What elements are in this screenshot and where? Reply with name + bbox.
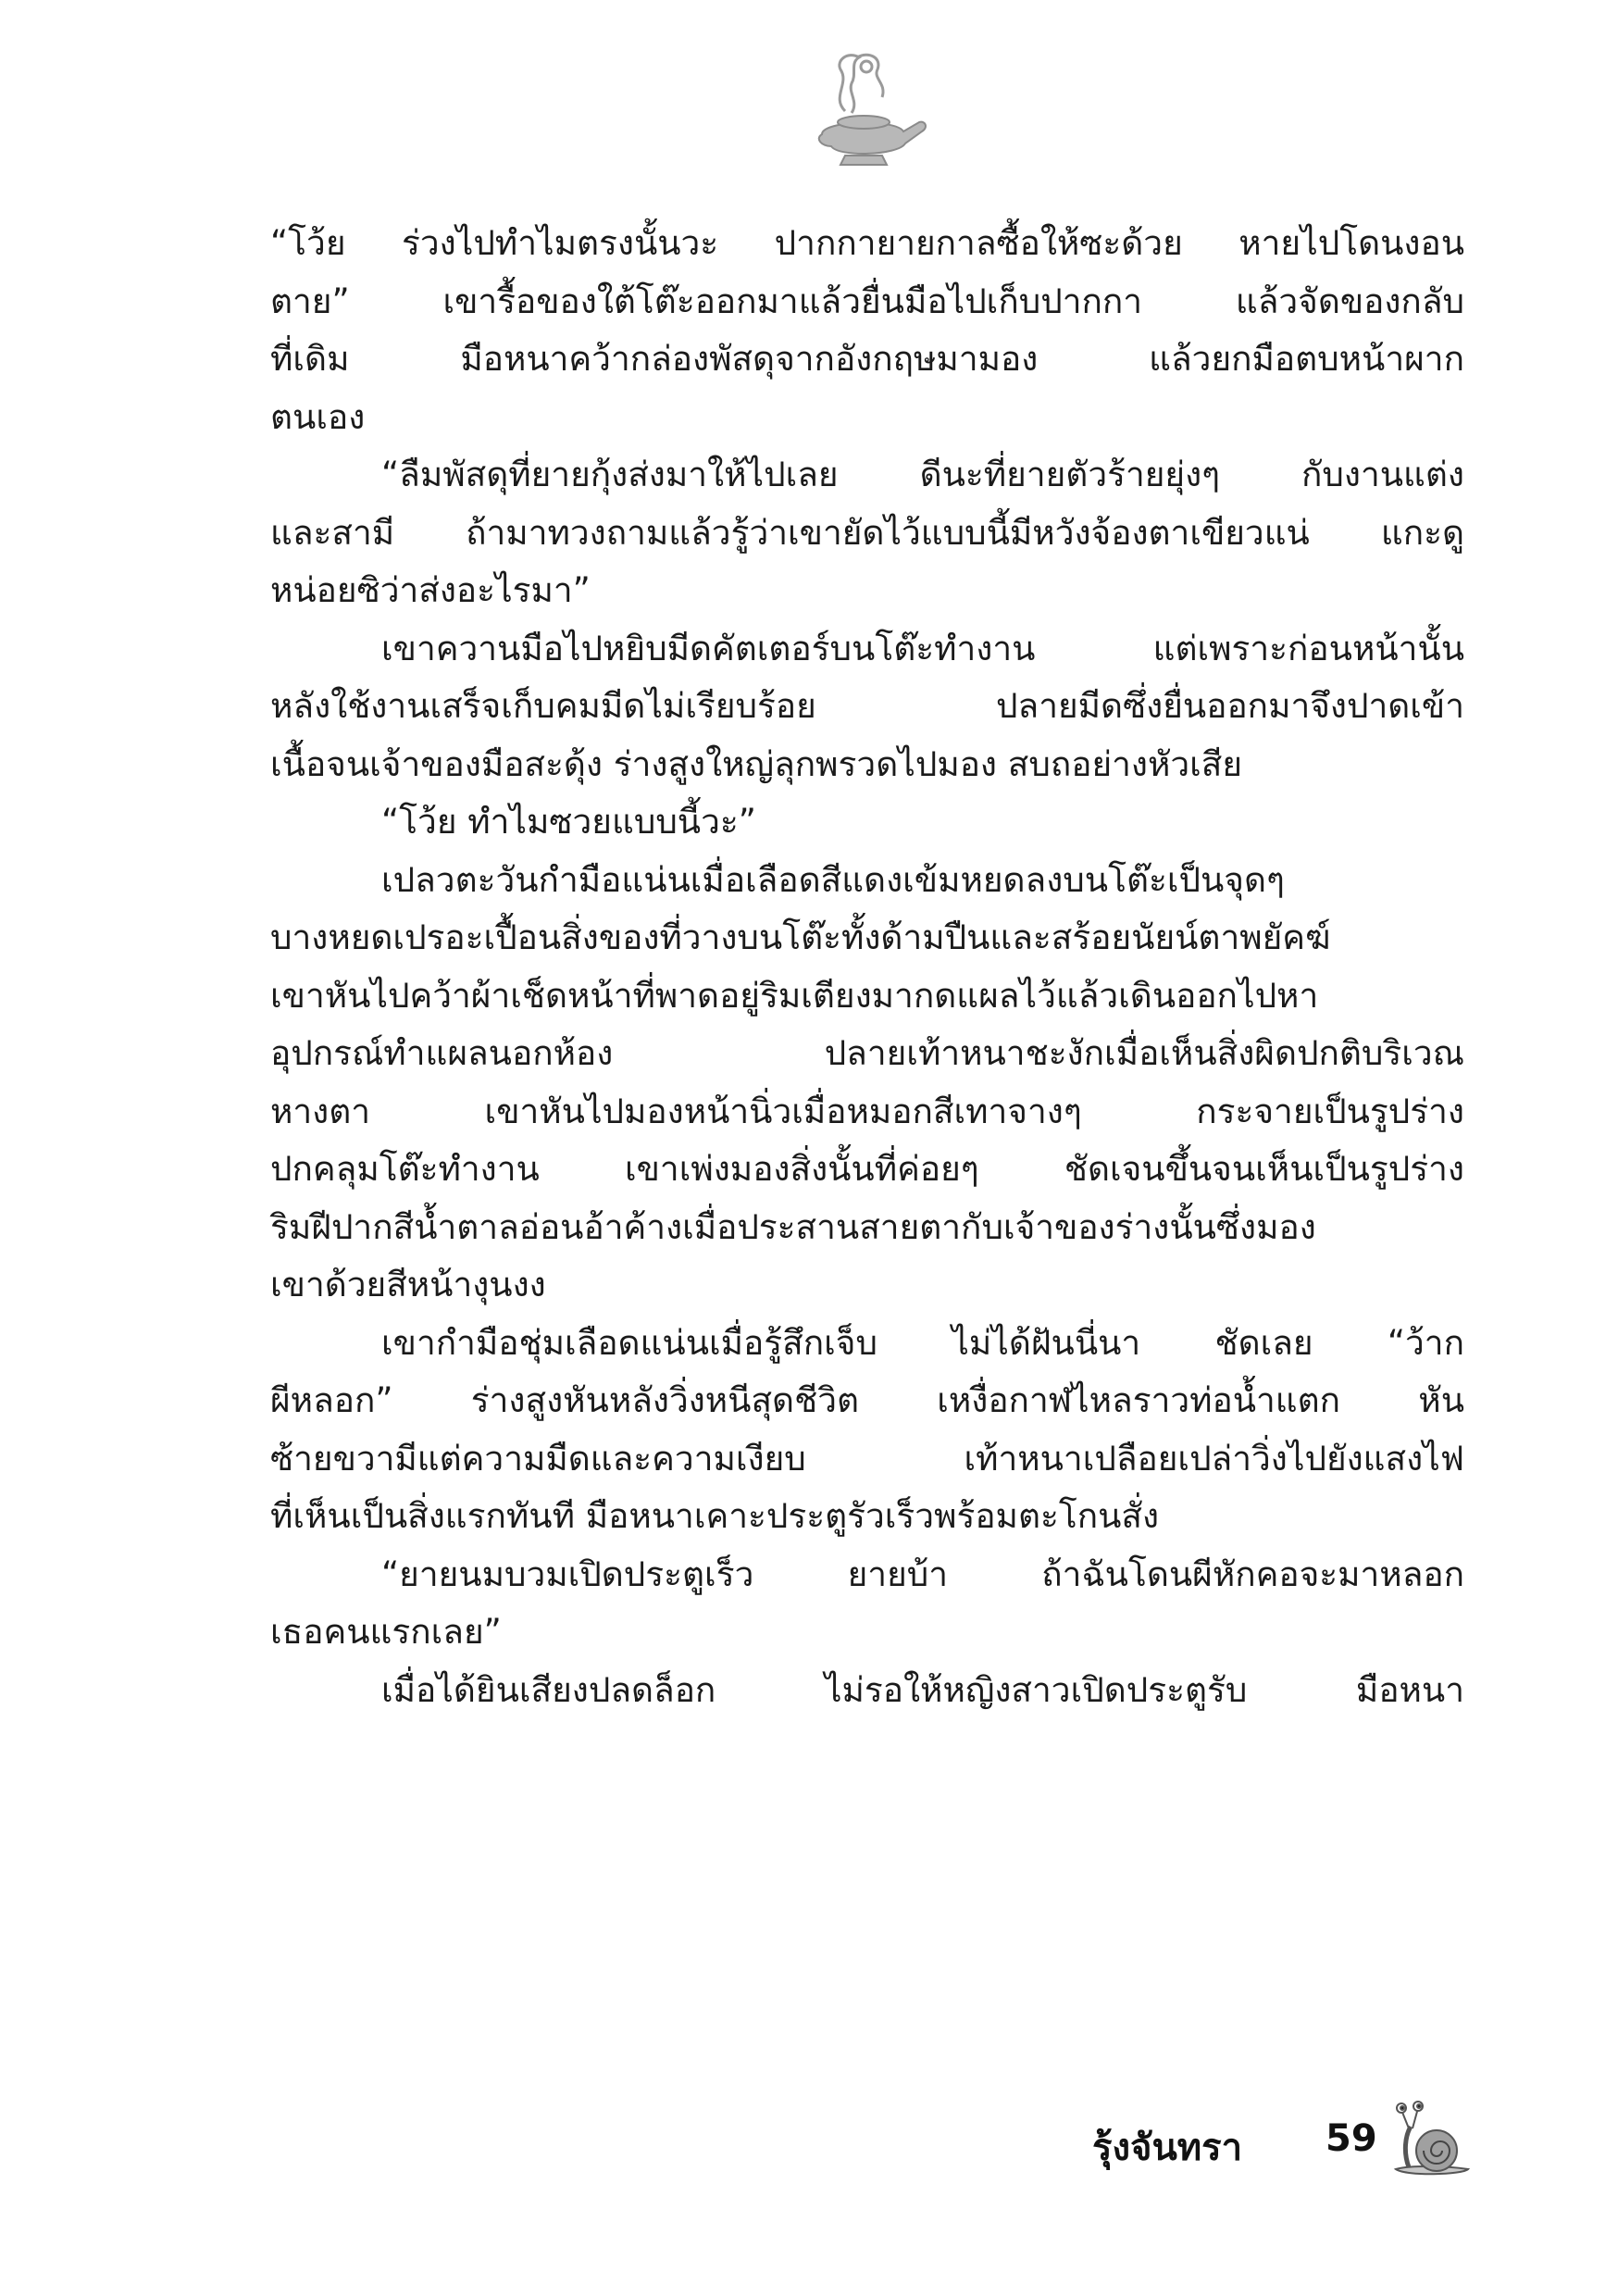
paragraph	[270, 1546, 1464, 1662]
paragraph	[270, 852, 1464, 1315]
text-line: “ลืมพัสดุที่ยายกุ้งส่งมาให้ไปเลย ดีนะที่ยายตัวร้ายยุ่งๆ กับงานแต่ง	[381, 455, 1464, 494]
text-line: หน่อยซิว่าส่งอะไรมา”	[270, 570, 591, 610]
page-number: 59	[1326, 2117, 1377, 2160]
text-line: เขาหันไปคว้าผ้าเช็ดหน้าที่พาดอยู่ริมเตียงมากดแผลไว้แล้วเดินออกไปหา	[270, 975, 1319, 1016]
text-line: เขาด้วยสีหน้างุนงง	[270, 1265, 546, 1304]
genie-lamp-icon	[794, 46, 933, 176]
paragraph	[270, 1662, 1464, 1720]
text-line: ที่เดิม มือหนาคว้ากล่องพัสดุจากอังกฤษมามอง แล้วยกมือตบหน้าผาก	[270, 339, 1464, 379]
snail-icon	[1388, 2097, 1472, 2180]
text-line: “ยายนมบวมเปิดประตูเร็ว ยายบ้า ถ้าฉันโดนผีหักคอจะมาหลอก	[381, 1554, 1464, 1594]
text-line: เขากำมือชุ่มเลือดแน่นเมื่อรู้สึกเจ็บ ไม่ได้ฝันนี่นา ชัดเลย “ว้าก	[381, 1322, 1464, 1363]
paragraph	[270, 793, 1464, 852]
text-line: เขาควานมือไปหยิบมีดคัตเตอร์บนโต๊ะทำงาน แต่เพราะก่อนหน้านั้น	[381, 628, 1464, 668]
paragraph	[270, 620, 1464, 794]
text-line: ตาย” เขารื้อของใต้โต๊ะออกมาแล้วยื่นมือไปเก็บปากกา แล้วจัดของกลับ	[270, 281, 1464, 321]
text-line: “โว้ย ทำไมซวยแบบนี้วะ”	[381, 802, 756, 842]
text-line: เมื่อได้ยินเสียงปลดล็อก ไม่รอให้หญิงสาวเปิดประตูรับ มือหนา	[381, 1669, 1464, 1710]
text-line: “โว้ย ร่วงไปทำไมตรงนั้นวะ ปากกายายกาลซื้อให้ซะด้วย หายไปโดนงอน	[270, 223, 1464, 263]
text-line: หลังใช้งานเสร็จเก็บคมมีดไม่เรียบร้อย ปลายมีดซึ่งยื่นออกมาจึงปาดเข้า	[270, 686, 1464, 726]
paragraph	[270, 446, 1464, 620]
text-line: ตนเอง	[270, 396, 366, 437]
book-title: รุ้งจันทรา	[1092, 2127, 1243, 2169]
text-line: บางหยดเปรอะเปื้อนสิ่งของที่วางบนโต๊ะทั้งด้ามปืนและสร้อยนัยน์ตาพยัคฆ์	[270, 917, 1331, 957]
text-line: ผีหลอก” ร่างสูงหันหลังวิ่งหนีสุดชีวิต เหงื่อกาฬไหลราวท่อน้ำแตก หัน	[270, 1380, 1464, 1420]
text-line: ที่เห็นเป็นสิ่งแรกทันที มือหนาเคาะประตูรัวเร็วพร้อมตะโกนสั่ง	[270, 1496, 1160, 1536]
text-line: และสามี ถ้ามาทวงถามแล้วรู้ว่าเขายัดไว้แบบนี้มีหวังจ้องตาเขียวแน่ แกะดู	[270, 512, 1464, 553]
text-line: เปลวตะวันกำมือแน่นเมื่อเลือดสีแดงเข้มหยดลงบนโต๊ะเป็นจุดๆ	[381, 859, 1285, 900]
paragraph	[270, 1315, 1464, 1546]
text-line: หางตา เขาหันไปมองหน้านิ่วเมื่อหมอกสีเทาจางๆ กระจายเป็นรูปร่าง	[270, 1091, 1464, 1131]
text-line: เนื้อจนเจ้าของมือสะดุ้ง ร่างสูงใหญ่ลุกพรวดไปมอง สบถอย่างหัวเสีย	[270, 743, 1243, 784]
text-line: เธอคนแรกเลย”	[270, 1612, 502, 1652]
text-line: ซ้ายขวามีแต่ความมืดและความเงียบ เท้าหนาเปลือยเปล่าวิ่งไปยังแสงไฟ	[270, 1438, 1464, 1479]
paragraph	[270, 215, 1464, 446]
text-line: อุปกรณ์ทำแผลนอกห้อง ปลายเท้าหนาชะงักเมื่อเห็นสิ่งผิดปกติบริเวณ	[270, 1033, 1464, 1073]
text-line: ปกคลุมโต๊ะทำงาน เขาเพ่งมองสิ่งนั้นที่ค่อยๆ ชัดเจนขึ้นจนเห็นเป็นรูปร่าง	[270, 1149, 1464, 1189]
body-text	[270, 215, 1464, 1719]
text-line: ริมฝีปากสีน้ำตาลอ่อนอ้าค้างเมื่อประสานสายตากับเจ้าของร่างนั้นซึ่งมอง	[270, 1206, 1316, 1247]
page-footer	[1092, 2097, 1481, 2199]
